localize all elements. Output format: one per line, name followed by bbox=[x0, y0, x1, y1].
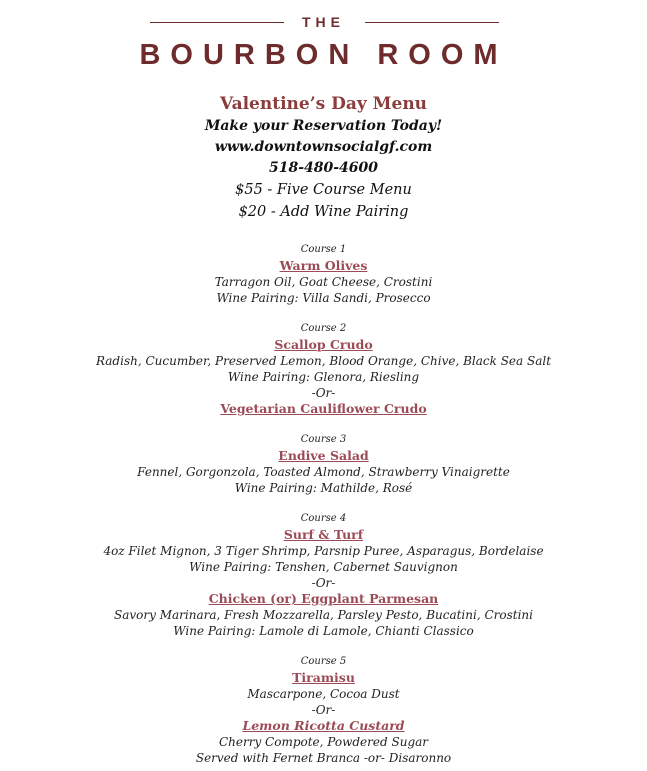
website-link[interactable]: www.downtownsocialgf.com bbox=[214, 139, 433, 155]
alt-wine-pairing: Wine Pairing: Lamole di Lamole, Chianti Classico bbox=[173, 624, 474, 638]
menu-header bbox=[0, 92, 647, 223]
alt-dish-title[interactable]: Chicken (or) Eggplant Parmesan bbox=[208, 591, 439, 606]
reservation-text: Make your Reservation Today! bbox=[204, 118, 443, 134]
course-label: Course 4 bbox=[300, 513, 347, 524]
alt-dish-description: Cherry Compote, Powdered Sugar bbox=[218, 735, 429, 749]
alt-dish-title[interactable]: Vegetarian Cauliflower Crudo bbox=[220, 401, 427, 416]
or-divider: -Or- bbox=[311, 703, 336, 717]
course-1 bbox=[0, 242, 647, 306]
dish-description: Radish, Cucumber, Preserved Lemon, Blood Orange, Chive, Black Sea Salt bbox=[95, 354, 552, 368]
phone-number: 518-480-4600 bbox=[268, 160, 379, 176]
dish-title[interactable]: Tiramisu bbox=[292, 670, 355, 685]
logo-the: THE bbox=[302, 14, 345, 30]
dish-title[interactable]: Warm Olives bbox=[279, 258, 368, 273]
logo-divider-right bbox=[365, 22, 499, 23]
dish-description: Mascarpone, Cocoa Dust bbox=[247, 687, 400, 701]
course-label: Course 3 bbox=[300, 434, 347, 445]
wine-pairing: Wine Pairing: Tenshen, Cabernet Sauvignon bbox=[189, 560, 458, 574]
dish-description: 4oz Filet Mignon, 3 Tiger Shrimp, Parsnip Puree, Asparagus, Bordelaise bbox=[103, 544, 544, 558]
alt-dish-description: Savory Marinara, Fresh Mozzarella, Parsley Pesto, Bucatini, Crostini bbox=[114, 608, 533, 622]
dish-description: Tarragon Oil, Goat Cheese, Crostini bbox=[214, 275, 433, 289]
or-divider: -Or- bbox=[311, 576, 336, 590]
dish-title[interactable]: Scallop Crudo bbox=[274, 337, 373, 352]
wine-pairing: Wine Pairing: Villa Sandi, Prosecco bbox=[216, 291, 431, 305]
course-2 bbox=[0, 321, 647, 417]
or-divider: -Or- bbox=[311, 386, 336, 400]
page-title: Valentine’s Day Menu bbox=[219, 94, 428, 114]
price-menu: $55 - Five Course Menu bbox=[235, 182, 412, 198]
logo-name: BOURBON ROOM bbox=[139, 39, 508, 71]
course-4 bbox=[0, 511, 647, 639]
dish-description: Fennel, Gorgonzola, Toasted Almond, Strawberry Vinaigrette bbox=[137, 465, 510, 479]
wine-pairing: Wine Pairing: Mathilde, Rosé bbox=[234, 481, 413, 495]
logo bbox=[0, 14, 647, 74]
course-label: Course 5 bbox=[300, 656, 347, 667]
course-5 bbox=[0, 654, 647, 766]
course-3 bbox=[0, 432, 647, 496]
alt-dish-title[interactable]: Lemon Ricotta Custard bbox=[242, 718, 405, 733]
course-label: Course 2 bbox=[300, 323, 347, 334]
dish-title[interactable]: Endive Salad bbox=[278, 448, 369, 463]
course-list bbox=[0, 242, 647, 766]
price-wine: $20 - Add Wine Pairing bbox=[238, 204, 409, 220]
alt-wine-pairing: Served with Fernet Branca -or- Disaronno bbox=[195, 751, 452, 765]
dish-title[interactable]: Surf & Turf bbox=[283, 527, 364, 542]
course-label: Course 1 bbox=[300, 244, 347, 255]
wine-pairing: Wine Pairing: Glenora, Riesling bbox=[227, 370, 420, 384]
